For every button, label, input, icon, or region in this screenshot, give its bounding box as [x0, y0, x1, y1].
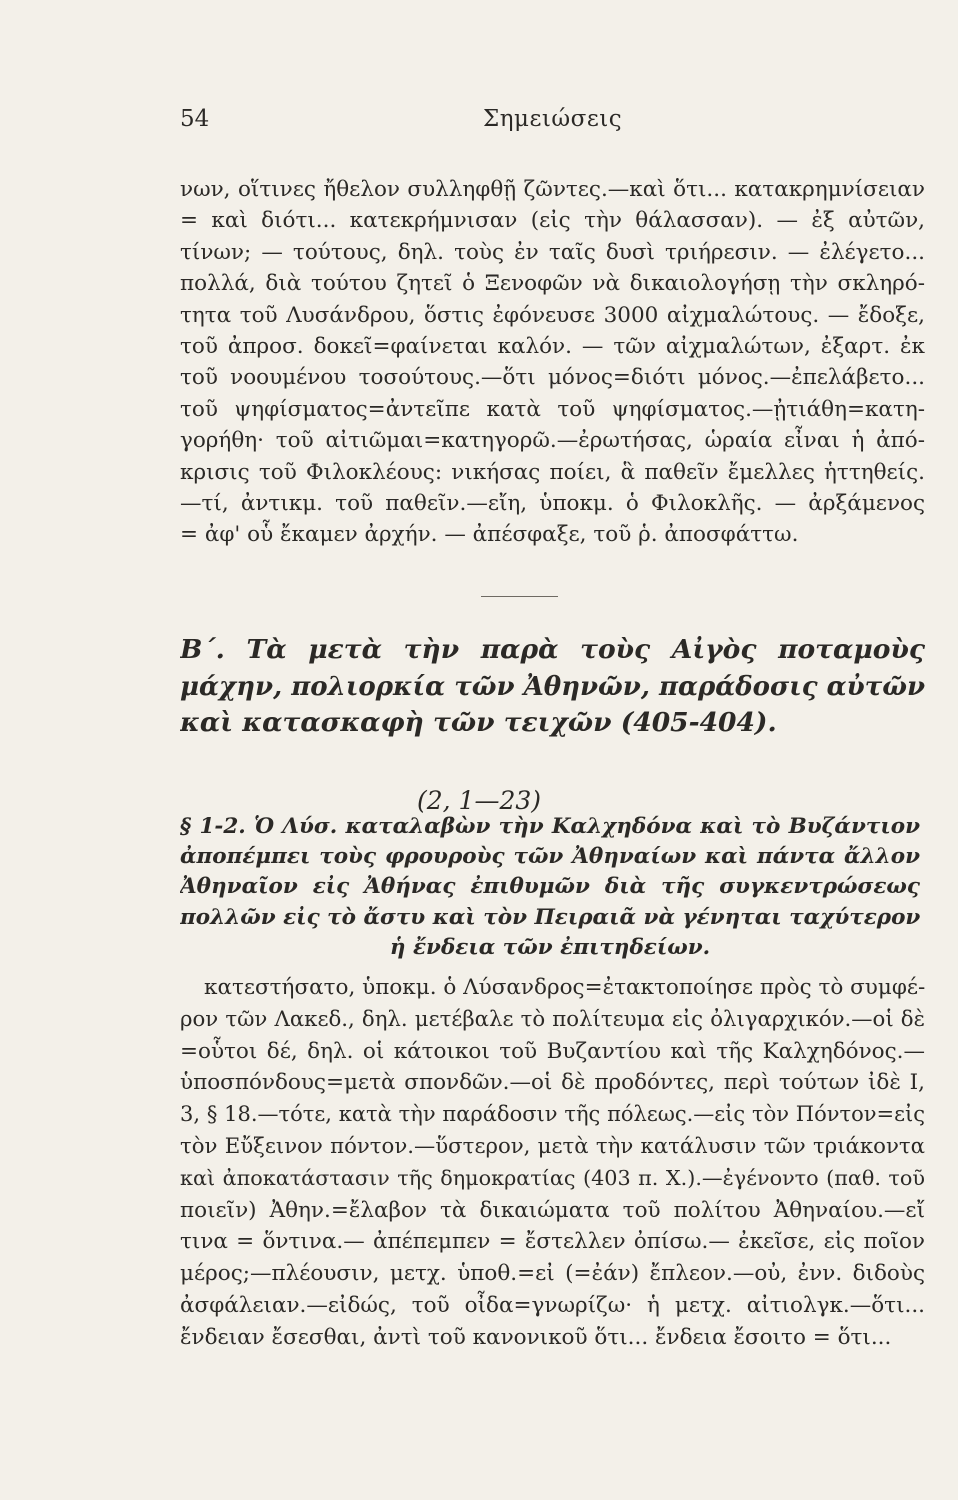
text-reference: (2, 1—23) — [416, 786, 542, 815]
note-line: ρον τῶν Λακεδ., δηλ. μετέβαλε τὸ πολίτευμα εἰς ὀλιγαρχικόν.—οἱ δὲ — [180, 1006, 925, 1032]
summary-line: ἡ ἔνδεια τῶν ἐπιτηδείων. — [389, 934, 711, 960]
note-line: ποιεῖν) Ἀθην.=ἔλαβον τὰ δικαιώματα τοῦ πολίτου Ἀθηναίου.—εἴ — [180, 1197, 925, 1223]
heading-line: καὶ κατασκαφὴ τῶν τειχῶν (405-404). — [180, 707, 777, 738]
paragraph-summary — [180, 812, 920, 963]
section-divider — [481, 596, 558, 597]
note-line: κατεστήσατο, ὑποκμ. ὁ Λύσανδρος=ἐτακτοποίησε πρὸς τὸ συμφέ- — [204, 975, 925, 1000]
note-line: τητα τοῦ Λυσάνδρου, ὅστις ἐφόνευσε 3000 αἰχμαλώτους. — ἔδοξε, — [180, 302, 925, 328]
page-header — [180, 106, 920, 146]
heading-line: Β΄. Τὰ μετὰ τὴν παρὰ τοὺς Αἰγὸς ποταμοὺς — [180, 634, 925, 665]
note-line: καὶ ἀποκατάστασιν τῆς δημοκρατίας (403 π. Χ.).—ἐγένοντο (παθ. τοῦ — [180, 1165, 925, 1190]
summary-line: ἀποπέμπει τοὺς φρουροὺς τῶν Ἀθηναίων καὶ πάντα ἄλλον — [180, 844, 920, 870]
notes-block-1 — [180, 174, 925, 551]
summary-line: § 1-2. Ὁ Λύσ. καταλαβὼν τὴν Καλχηδόνα καὶ τὸ Βυζάντιον — [180, 814, 920, 839]
summary-line: πολλῶν εἰς τὸ ἄστυ καὶ τὸν Πειραιᾶ νὰ γένηται ταχύτερον — [180, 904, 920, 930]
note-line: τὸν Εὔξεινον πόντον.—ὕστερον, μετὰ τὴν κατάλυσιν τῶν τριάκοντα — [180, 1133, 925, 1159]
note-line: τίνων; — τούτους, δηλ. τοὺς ἐν ταῖς δυσὶ τριήρεσιν. — ἐλέγετο... — [180, 239, 925, 265]
note-line: νων, οἵτινες ἤθελον συλληφθῇ ζῶντες.—καὶ ὅτι... κατακρημνίσειαν — [180, 177, 925, 202]
running-head: Σημειώσεις — [483, 106, 623, 132]
note-line: τοῦ ἀπροσ. δοκεῖ=φαίνεται καλόν. — τῶν αἰχμαλώτων, ἐξαρτ. ἐκ — [180, 333, 925, 359]
heading-line: μάχην, πολιορκία τῶν Ἀθηνῶν, παράδοσις αὐτῶν — [180, 671, 925, 702]
notes-block-2 — [180, 972, 925, 1354]
note-line: τοῦ ψηφίσματος=ἀντεῖπε κατὰ τοῦ ψηφίσματος.—ᾐτιάθη=κατη- — [180, 396, 925, 422]
note-line: ἔνδειαν ἔσεσθαι, ἀντὶ τοῦ κανονικοῦ ὅτι... ἔνδεια ἔσοιτο = ὅτι... — [180, 1324, 892, 1350]
note-line: —τί, ἀντικμ. τοῦ παθεῖν.—εἴη, ὑποκμ. ὁ Φιλοκλῆς. — ἀρξάμενος — [180, 490, 925, 516]
note-line: ὑποσπόνδους=μετὰ σπονδῶν.—οἱ δὲ προδόντες, περὶ τούτων ἰδὲ Ι, — [180, 1070, 925, 1096]
note-line: ἀσφάλειαν.—εἰδώς, τοῦ οἶδα=γνωρίζω· ἡ μετχ. αἰτιολγκ.—ὅτι... — [180, 1292, 925, 1318]
note-line: γορήθη· τοῦ αἰτιῶμαι=κατηγορῶ.—ἐρωτήσας, ὡραία εἶναι ἡ ἀπό- — [180, 428, 925, 454]
note-line: κρισις τοῦ Φιλοκλέους: νικήσας ποίει, ἃ παθεῖν ἔμελλες ἡττηθείς. — [180, 459, 925, 485]
note-line: = καὶ διότι... κατεκρήμνισαν (εἰς τὴν θάλασσαν). — ἐξ αὐτῶν, — [180, 208, 925, 234]
note-line: τοῦ νοουμένου τοσούτους.—ὅτι μόνος=διότι μόνος.—ἐπελάβετο... — [180, 365, 925, 391]
note-line: =οὗτοι δέ, δηλ. οἱ κάτοικοι τοῦ Βυζαντίου καὶ τῆς Καλχηδόνος.— — [180, 1038, 925, 1064]
note-line: μέρος;—πλέουσιν, μετχ. ὑποθ.=εἰ (=ἐάν) ἔπλεον.—οὐ, ἐνν. διδοὺς — [180, 1261, 925, 1287]
page-number: 54 — [180, 106, 210, 132]
note-line: τινα = ὅντινα.— ἀπέπεμπεν = ἔστελλεν ὀπίσω.— ἐκεῖσε, εἰς ποῖον — [180, 1229, 925, 1255]
note-line: 3, § 18.—τότε, κατὰ τὴν παράδοσιν τῆς πόλεως.—εἰς τὸν Πόντον=εἰς — [180, 1102, 925, 1127]
section-heading — [180, 632, 925, 742]
summary-line: Ἀθηναῖον εἰς Ἀθήνας ἐπιθυμῶν διὰ τῆς συγκεντρώσεως — [180, 874, 920, 900]
note-line: = ἀφ' οὗ ἔκαμεν ἀρχήν. — ἀπέσφαξε, τοῦ ῥ. ἀποσφάττω. — [180, 522, 799, 548]
note-line: πολλά, διὰ τούτου ζητεῖ ὁ Ξενοφῶν νὰ δικαιολογήσῃ τὴν σκληρό- — [180, 271, 925, 297]
